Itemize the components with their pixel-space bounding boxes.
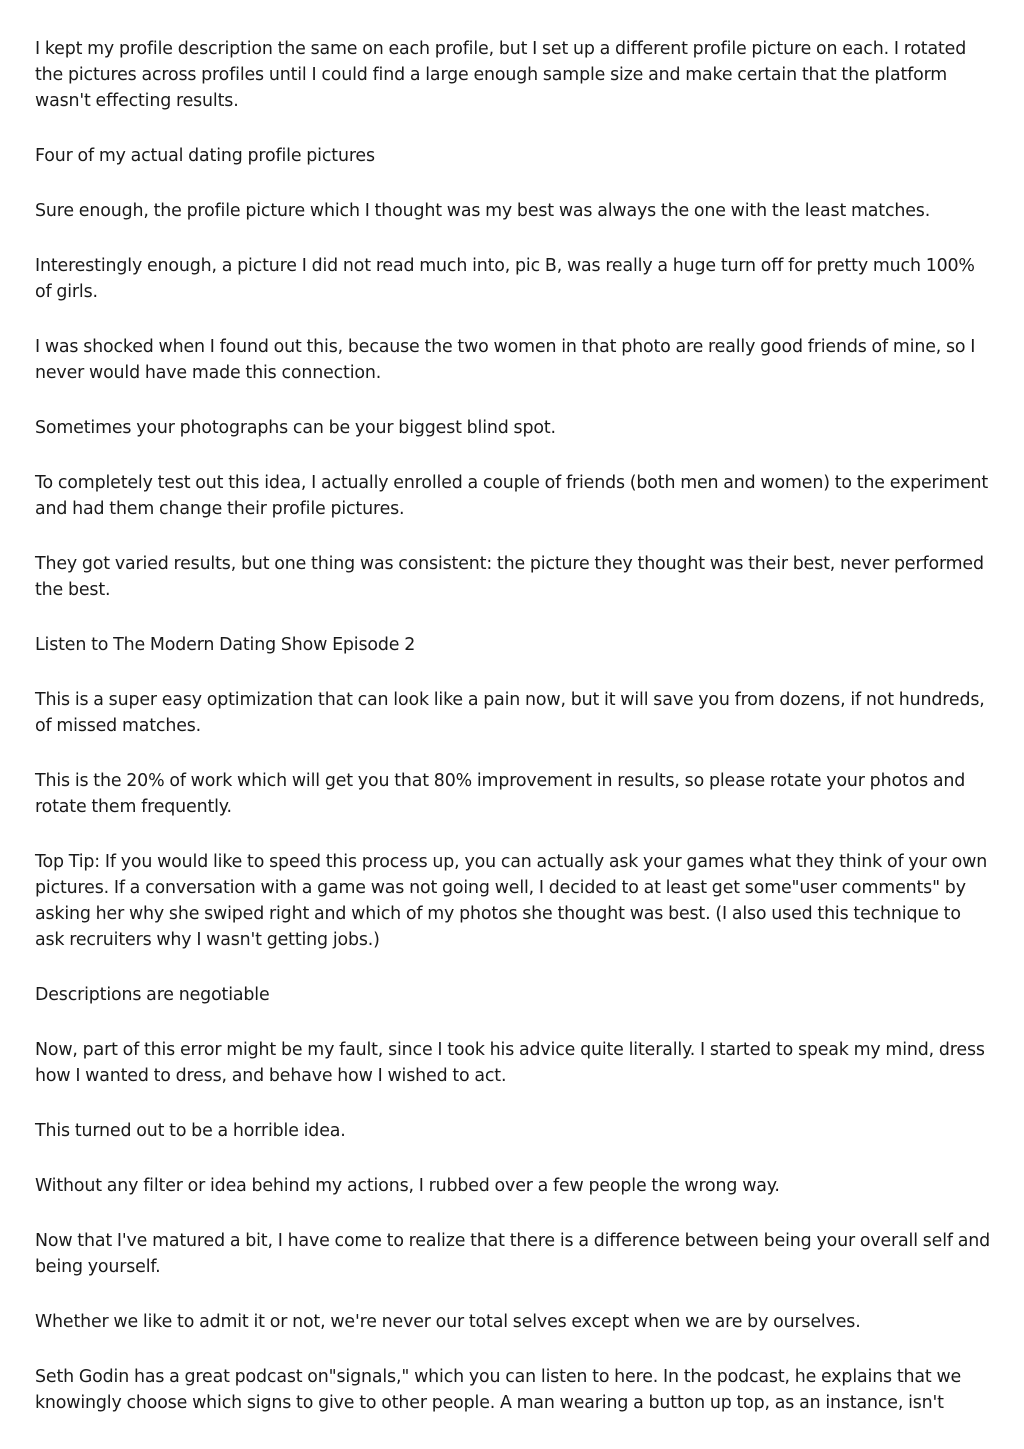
paragraph-total-selves: Whether we like to admit it or not, we're never our total selves except when we are by ourselves. (35, 1312, 861, 1332)
paragraph-horrible-idea: This turned out to be a horrible idea. (35, 1121, 346, 1141)
paragraph-80-20: This is the 20% of work which will get you that 80% improvement in results, so please rotate your photos and rotate them frequently. (35, 771, 966, 817)
paragraph-listen-show: Listen to The Modern Dating Show Episode 2 (35, 635, 416, 655)
paragraph-easy-optimization: This is a super easy optimization that can look like a pain now, but it will save you from dozens, if not hundreds, of missed matches. (35, 690, 985, 736)
paragraph-varied-results: They got varied results, but one thing was consistent: the picture they thought was their best, never performed the best. (35, 554, 984, 600)
paragraph-seth-godin: Seth Godin has a great podcast on"signals," which you can listen to here. In the podcast, he explains that we knowingly choose which signs to give to other people. A man wearing a button up top, as an instance, isn't (35, 1367, 962, 1413)
paragraph-no-filter: Without any filter or idea behind my actions, I rubbed over a few people the wrong way. (35, 1176, 780, 1196)
paragraph-pic-b: Interestingly enough, a picture I did not read much into, pic B, was really a huge turn off for pretty much 100% of girls. (35, 256, 975, 302)
paragraph-test-idea: To completely test out this idea, I actually enrolled a couple of friends (both men and women) to the experiment and had them change their profile pictures. (35, 473, 989, 519)
paragraph-top-tip: Top Tip: If you would like to speed this process up, you can actually ask your games what they think of your own pictures. If a conversation with a game was not going well, I decided to at least get some"user comments" by asking her why she swiped right and which of my photos she thought was best. (I also used this technique to ask recruiters why I wasn't getting jobs.) (35, 852, 988, 950)
paragraph-photo-caption: Four of my actual dating profile pictures (35, 146, 375, 166)
paragraph-descriptions-heading: Descriptions are negotiable (35, 985, 270, 1005)
paragraph-shocked: I was shocked when I found out this, because the two women in that photo are really good friends of mine, so I never would have made this connection. (35, 337, 976, 383)
document-body (35, 36, 995, 1416)
paragraph-least-matches: Sure enough, the profile picture which I thought was my best was always the one with the least matches. (35, 201, 931, 221)
paragraph-blind-spot: Sometimes your photographs can be your biggest blind spot. (35, 418, 556, 438)
paragraph-profile-setup: I kept my profile description the same on each profile, but I set up a different profile picture on each. I rotated the pictures across profiles until I could find a large enough sample size and make certain that the platform wasn't effecting results. (35, 39, 967, 111)
paragraph-matured: Now that I've matured a bit, I have come to realize that there is a difference between being your overall self and being yourself. (35, 1231, 991, 1277)
paragraph-my-fault: Now, part of this error might be my fault, since I took his advice quite literally. I started to speak my mind, dress how I wanted to dress, and behave how I wished to act. (35, 1040, 985, 1086)
